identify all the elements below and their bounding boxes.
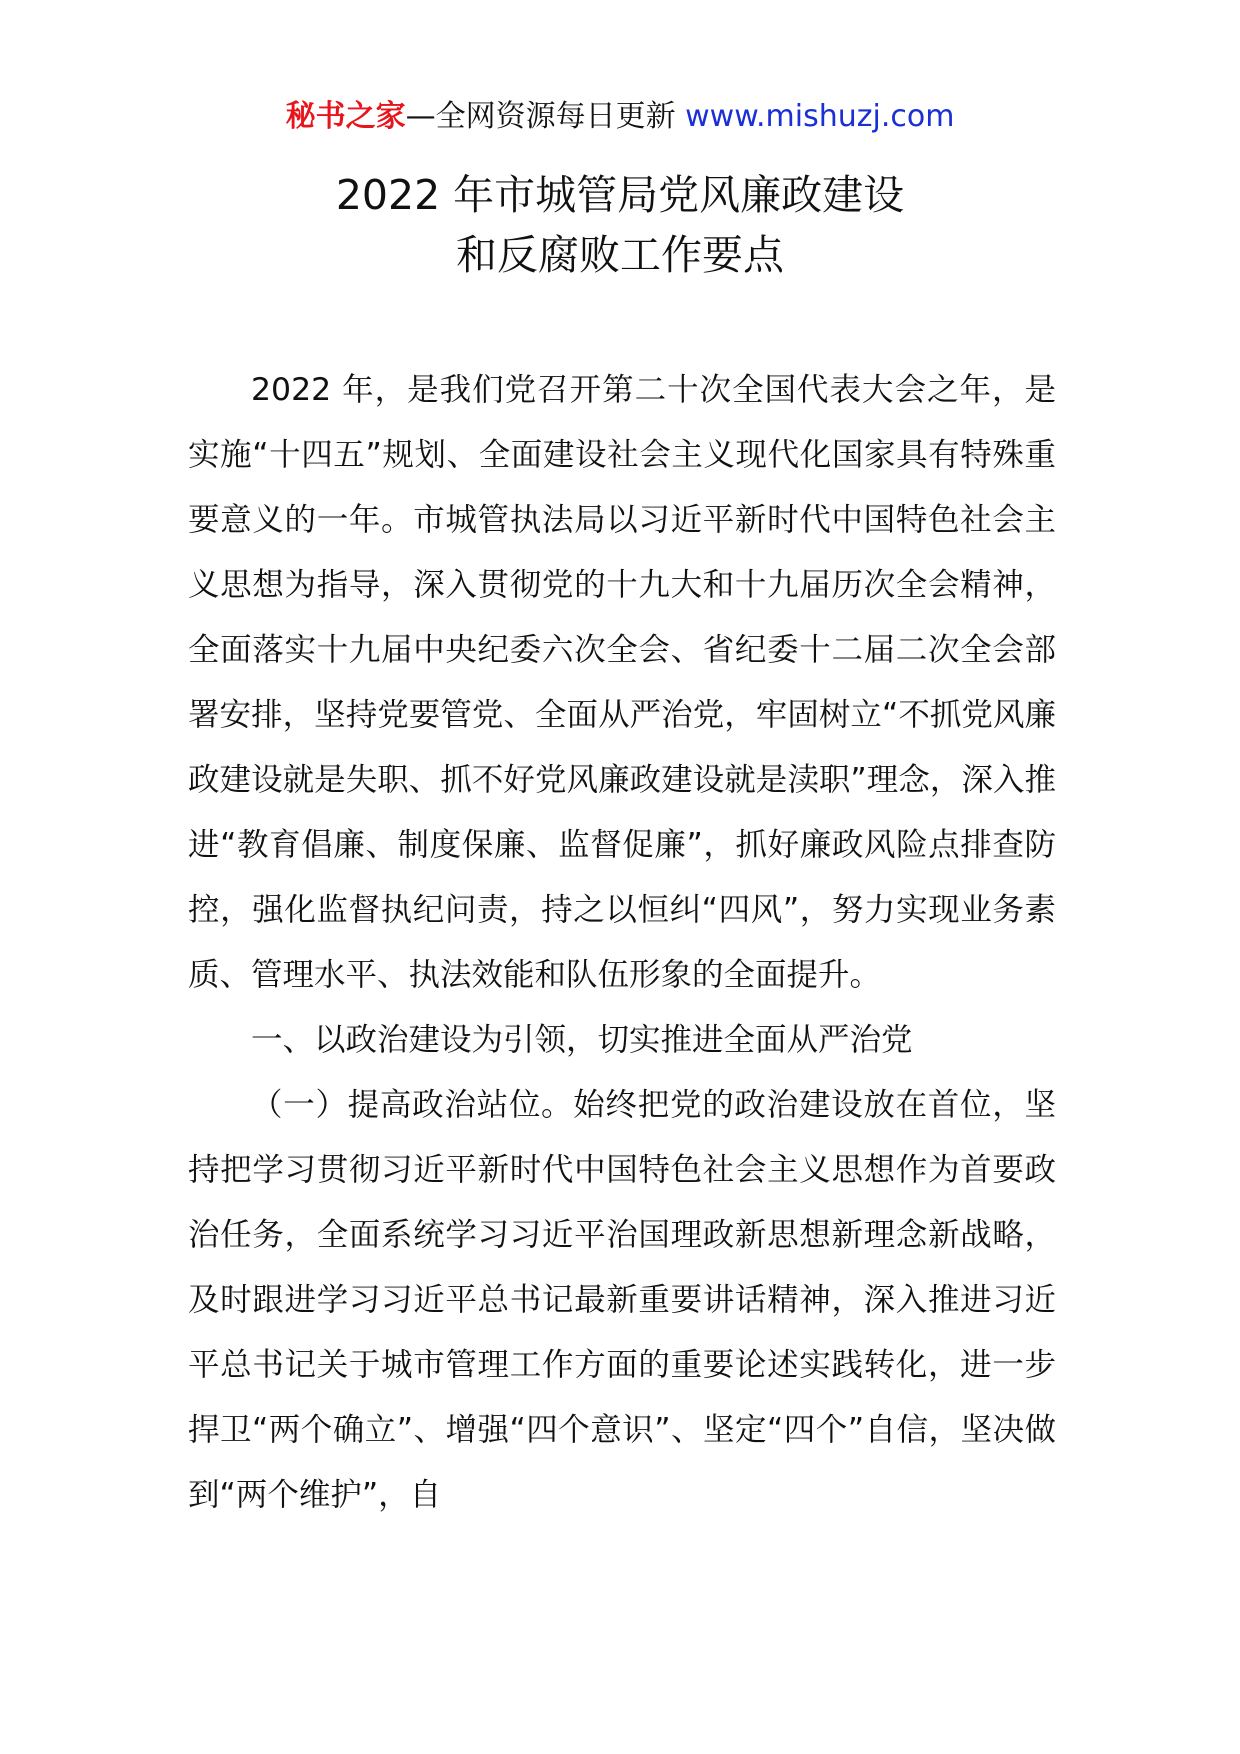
site-header [0,97,1240,137]
title-line-1: 2022 年市城管局党风廉政建设 [335,171,905,219]
document-title [0,165,1240,285]
section-heading: 一、以政治建设为引领，切实推进全面从严治党 [251,1022,913,1058]
subsection-paragraph: （一）提高政治站位。始终把党的政治建设放在首位，坚持把学习贯彻习近平新时代中国特色社会主义思想作为首要政治任务，全面系统学习习近平治国理政新思想新理念新战略，及时跟进学习习近平总书记最新重要讲话精神，深入推进习近平总书记关于城市管理工作方面的重要论述实践转化，进一步捍卫“两个确立”、增强“四个意识”、坚定“四个”自信，坚决做到“两个维护”，自 [188,1087,1056,1513]
site-tagline: —全网资源每日更新 [405,99,686,134]
site-url-link[interactable]: www.mishuzj.com [685,99,955,134]
brand-name: 秘书之家 [285,99,406,134]
intro-paragraph: 2022 年，是我们党召开第二十次全国代表大会之年，是实施“十四五”规划、全面建设社会主义现代化国家具有特殊重要意义的一年。市城管执法局以习近平新时代中国特色社会主义思想为指导，深入贯彻党的十九大和十九届历次全会精神，全面落实十九届中央纪委六次全会、省纪委十二届二次全会部署安排，坚持党要管党、全面从严治党，牢固树立“不抓党风廉政建设就是失职、抓不好党风廉政建设就是渎职”理念，深入推进“教育倡廉、制度保廉、监督促廉”，抓好廉政风险点排查防控，强化监督执纪问责，持之以恒纠“四风”，努力实现业务素质、管理水平、执法效能和队伍形象的全面提升。 [188,372,1056,993]
document-body [188,358,1056,1528]
title-line-2: 和反腐败工作要点 [456,231,784,279]
